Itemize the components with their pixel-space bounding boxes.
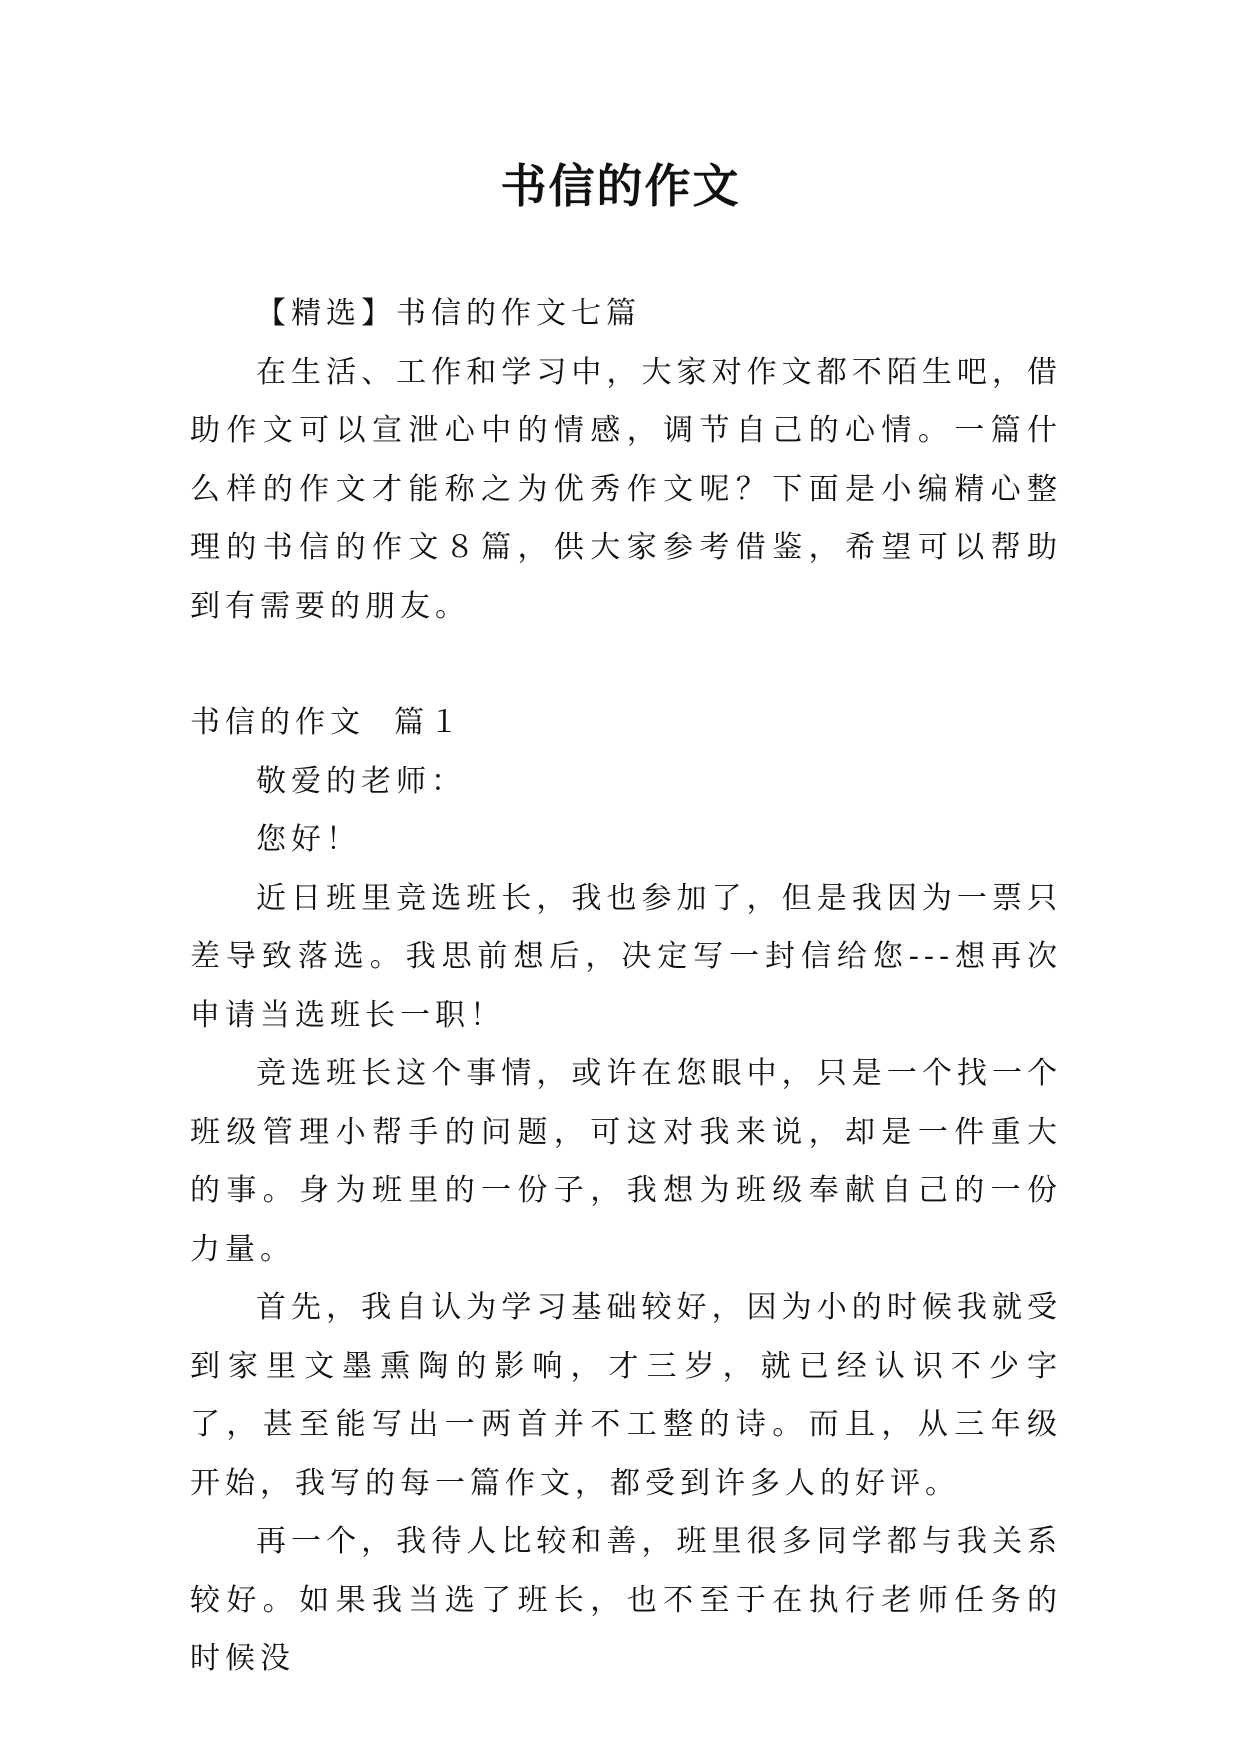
letter-greeting: 您好！ — [256, 822, 361, 857]
subtitle-paragraph: 【精选】书信的作文七篇 — [256, 296, 641, 331]
letter-paragraph: 再一个，我待人比较和善，班里很多同学都与我关系较好。如果我当选了班长，也不至于在执行老师任务的时候没 — [190, 1524, 1062, 1676]
letter-salutation: 敬爱的老师： — [256, 763, 466, 799]
letter-paragraph: 近日班里竞选班长，我也参加了，但是我因为一票只差导致落选。我思前想后，决定写一封信给您---想再次申请当选班长一职！ — [190, 880, 1062, 1033]
section-heading: 书信的作文 篇１ — [190, 705, 465, 740]
document-body — [190, 285, 1062, 1689]
intro-paragraph: 在生活、工作和学习中，大家对作文都不陌生吧，借助作文可以宣泄心中的情感，调节自己的心情。一篇什么样的作文才能称之为优秀作文呢？下面是小编精心整理的书信的作文８篇，供大家参考借鉴，希望可以帮助到有需要的朋友。 — [190, 354, 1062, 624]
letter-paragraph: 首先，我自认为学习基础较好，因为小的时候我就受到家里文墨熏陶的影响，才三岁，就已经认识不少字了，甚至能写出一两首并不工整的诗。而且，从三年级开始，我写的每一篇作文，都受到许多人的好评。 — [190, 1290, 1062, 1501]
letter-paragraph: 竞选班长这个事情，或许在您眼中，只是一个找一个班级管理小帮手的问题，可这对我来说，却是一件重大的事。身为班里的一份子，我想为班级奉献自己的一份力量。 — [190, 1056, 1062, 1267]
document-title: 书信的作文 — [500, 159, 741, 213]
